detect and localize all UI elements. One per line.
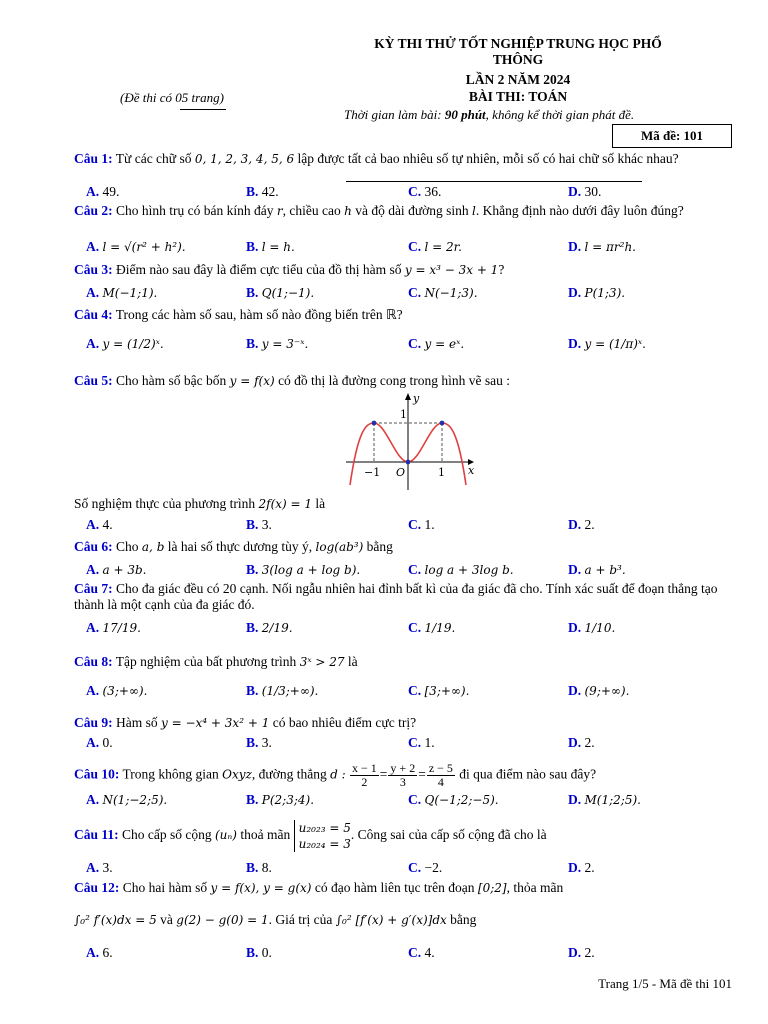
question-10: Câu 10: Trong không gian Oxyz, đường thẳng d : $\frac{x - 1}{2}$ = $\frac{y + 2}{3}$ = $\frac{z - 5}{4}$ đi qua điểm nào sau đây? [74, 761, 597, 789]
tick-label-neg: −1 [364, 466, 381, 479]
exam-round: LẦN 2 NĂM 2024 [465, 72, 571, 87]
q5-option-b[interactable]: B. 3. [246, 517, 272, 532]
time-note: Thời gian làm bài: 90 phút, không kể thời gian phát đề. [344, 107, 635, 122]
q2-option-b[interactable]: B. l = h. [246, 239, 295, 254]
question-5: Câu 5: Cho hàm số bậc bốn y = f(x) có đồ thị là đường cong trong hình vẽ sau : [74, 373, 510, 388]
y-label: y [413, 392, 420, 405]
q4-option-a[interactable]: A. y = (1/2)ˣ. [86, 336, 164, 351]
q7-option-b[interactable]: B. 2/19. [246, 620, 293, 635]
q10-option-c[interactable]: C. Q(−1;2;−5). [408, 792, 499, 807]
q9-option-c[interactable]: C. 1. [408, 735, 435, 750]
question-5-prompt: Số nghiệm thực của phương trình 2f(x) = 1 là [74, 496, 326, 511]
q9-option-d[interactable]: D. 2. [568, 735, 595, 750]
q9-option-a[interactable]: A. 0. [86, 735, 113, 750]
question-12: Câu 12: Cho hai hàm số y = f(x), y = g(x) có đạo hàm liên tục trên đoạn [0;2], thỏa mãn [74, 880, 564, 895]
q2-option-d[interactable]: D. l = πr²h. [568, 239, 636, 254]
divider-line [346, 181, 642, 182]
q12-option-c[interactable]: C. 4. [408, 945, 435, 960]
origin-label: O [396, 466, 406, 479]
q11-option-a[interactable]: A. 3. [86, 860, 113, 875]
q11-option-c[interactable]: C. −2. [408, 860, 443, 875]
q2-option-a[interactable]: A. l = √(r² + h²). [86, 239, 186, 254]
q8-option-b[interactable]: B. (1/3;+∞). [246, 683, 319, 698]
q8-option-d[interactable]: D. (9;+∞). [568, 683, 630, 698]
q6-option-c[interactable]: C. log a + 3log b. [408, 562, 514, 577]
question-2: Câu 2: Cho hình trụ có bán kính đáy r, chiều cao h và độ dài đường sinh l. Khẳng định nào dưới đây luôn đúng? [74, 203, 684, 218]
question-3: Câu 3: Điểm nào sau đây là điểm cực tiểu của đồ thị hàm số y = x³ − 3x + 1? [74, 262, 505, 277]
q2-option-c[interactable]: C. l = 2r. [408, 239, 462, 254]
tick-label-pos: 1 [438, 466, 445, 479]
q4-option-c[interactable]: C. y = eˣ. [408, 336, 465, 351]
q12-option-d[interactable]: D. 2. [568, 945, 595, 960]
q10-option-d[interactable]: D. M(1;2;5). [568, 792, 641, 807]
quartic-graph [340, 390, 480, 492]
question-8: Câu 8: Tập nghiệm của bất phương trình 3ˣ > 27 là [74, 654, 358, 669]
q8-option-c[interactable]: C. [3;+∞). [408, 683, 470, 698]
q11-option-d[interactable]: D. 2. [568, 860, 595, 875]
q1-option-b[interactable]: B. 42. [246, 184, 279, 199]
point-max-right [440, 421, 445, 426]
q11-option-b[interactable]: B. 8. [246, 860, 272, 875]
note-underline [180, 109, 226, 110]
q3-option-c[interactable]: C. N(−1;3). [408, 285, 478, 300]
question-12-cont: ∫₀² f′(x)dx = 5 và g(2) − g(0) = 1. Giá trị của ∫₀² [f′(x) + g′(x)]dx bằng [74, 912, 477, 927]
exam-title: KỲ THI THỬ TỐT NGHIỆP TRUNG HỌC PHỔ [374, 36, 662, 51]
y-axis-arrow-icon [405, 393, 411, 400]
q12-option-b[interactable]: B. 0. [246, 945, 272, 960]
question-9: Câu 9: Hàm số y = −x⁴ + 3x² + 1 có bao nhiêu điểm cực trị? [74, 715, 417, 730]
y-tick-label: 1 [400, 408, 407, 421]
q5-option-c[interactable]: C. 1. [408, 517, 435, 532]
question-11: Câu 11: Cho cấp số cộng (uₙ) thoả mãn u₂₀₂₃ = 5 u₂₀₂₄ = 3. Công sai của cấp số cộng đã cho là [74, 821, 547, 851]
q1-option-a[interactable]: A. 49. [86, 184, 120, 199]
q8-option-a[interactable]: A. (3;+∞). [86, 683, 148, 698]
q4-option-d[interactable]: D. y = (1/π)ˣ. [568, 336, 646, 351]
exam-subject: BÀI THI: TOÁN [468, 89, 568, 104]
q7-option-d[interactable]: D. 1/10. [568, 620, 616, 635]
q6-option-a[interactable]: A. a + 3b. [86, 562, 147, 577]
question-1: Câu 1: Từ các chữ số 0, 1, 2, 3, 4, 5, 6 lập được tất cả bao nhiêu số tự nhiên, mỗi số có hai chữ số khác nhau? [74, 151, 679, 166]
pages-note: (Đề thi có 05 trang) [120, 90, 224, 105]
exam-code-box: Mã đề: 101 [612, 124, 732, 148]
question-4: Câu 4: Trong các hàm số sau, hàm số nào đồng biến trên ℝ? [74, 307, 403, 322]
exam-title-cont: THÔNG [492, 52, 544, 67]
q1-option-c[interactable]: C. 36. [408, 184, 442, 199]
q3-option-d[interactable]: D. P(1;3). [568, 285, 626, 300]
q3-option-a[interactable]: A. M(−1;1). [86, 285, 158, 300]
q10-option-b[interactable]: B. P(2;3;4). [246, 792, 315, 807]
page-footer: Trang 1/5 - Mã đề thi 101 [598, 976, 732, 991]
q7-option-a[interactable]: A. 17/19. [86, 620, 141, 635]
q7-option-c[interactable]: C. 1/19. [408, 620, 456, 635]
q6-option-d[interactable]: D. a + b³. [568, 562, 626, 577]
q10-option-a[interactable]: A. N(1;−2;5). [86, 792, 168, 807]
q3-option-b[interactable]: B. Q(1;−1). [246, 285, 315, 300]
q1-option-d[interactable]: D. 30. [568, 184, 602, 199]
q6-option-b[interactable]: B. 3(log a + log b). [246, 562, 361, 577]
point-max-left [372, 421, 377, 426]
q9-option-b[interactable]: B. 3. [246, 735, 272, 750]
q12-option-a[interactable]: A. 6. [86, 945, 113, 960]
question-7: Câu 7: Cho đa giác đều có 20 cạnh. Nối ngẫu nhiên hai đỉnh bất kì của đa giác đã cho. Tính xác suất để đoạn thẳng tạo thành là một cạnh của đa giác đó. [74, 581, 718, 612]
q5-option-d[interactable]: D. 2. [568, 517, 595, 532]
q4-option-b[interactable]: B. y = 3⁻ˣ. [246, 336, 309, 351]
question-6: Câu 6: Cho a, b là hai số thực dương tùy ý, log(ab³) bằng [74, 539, 393, 554]
point-min [406, 460, 411, 465]
x-label: x [468, 464, 475, 477]
q5-option-a[interactable]: A. 4. [86, 517, 113, 532]
